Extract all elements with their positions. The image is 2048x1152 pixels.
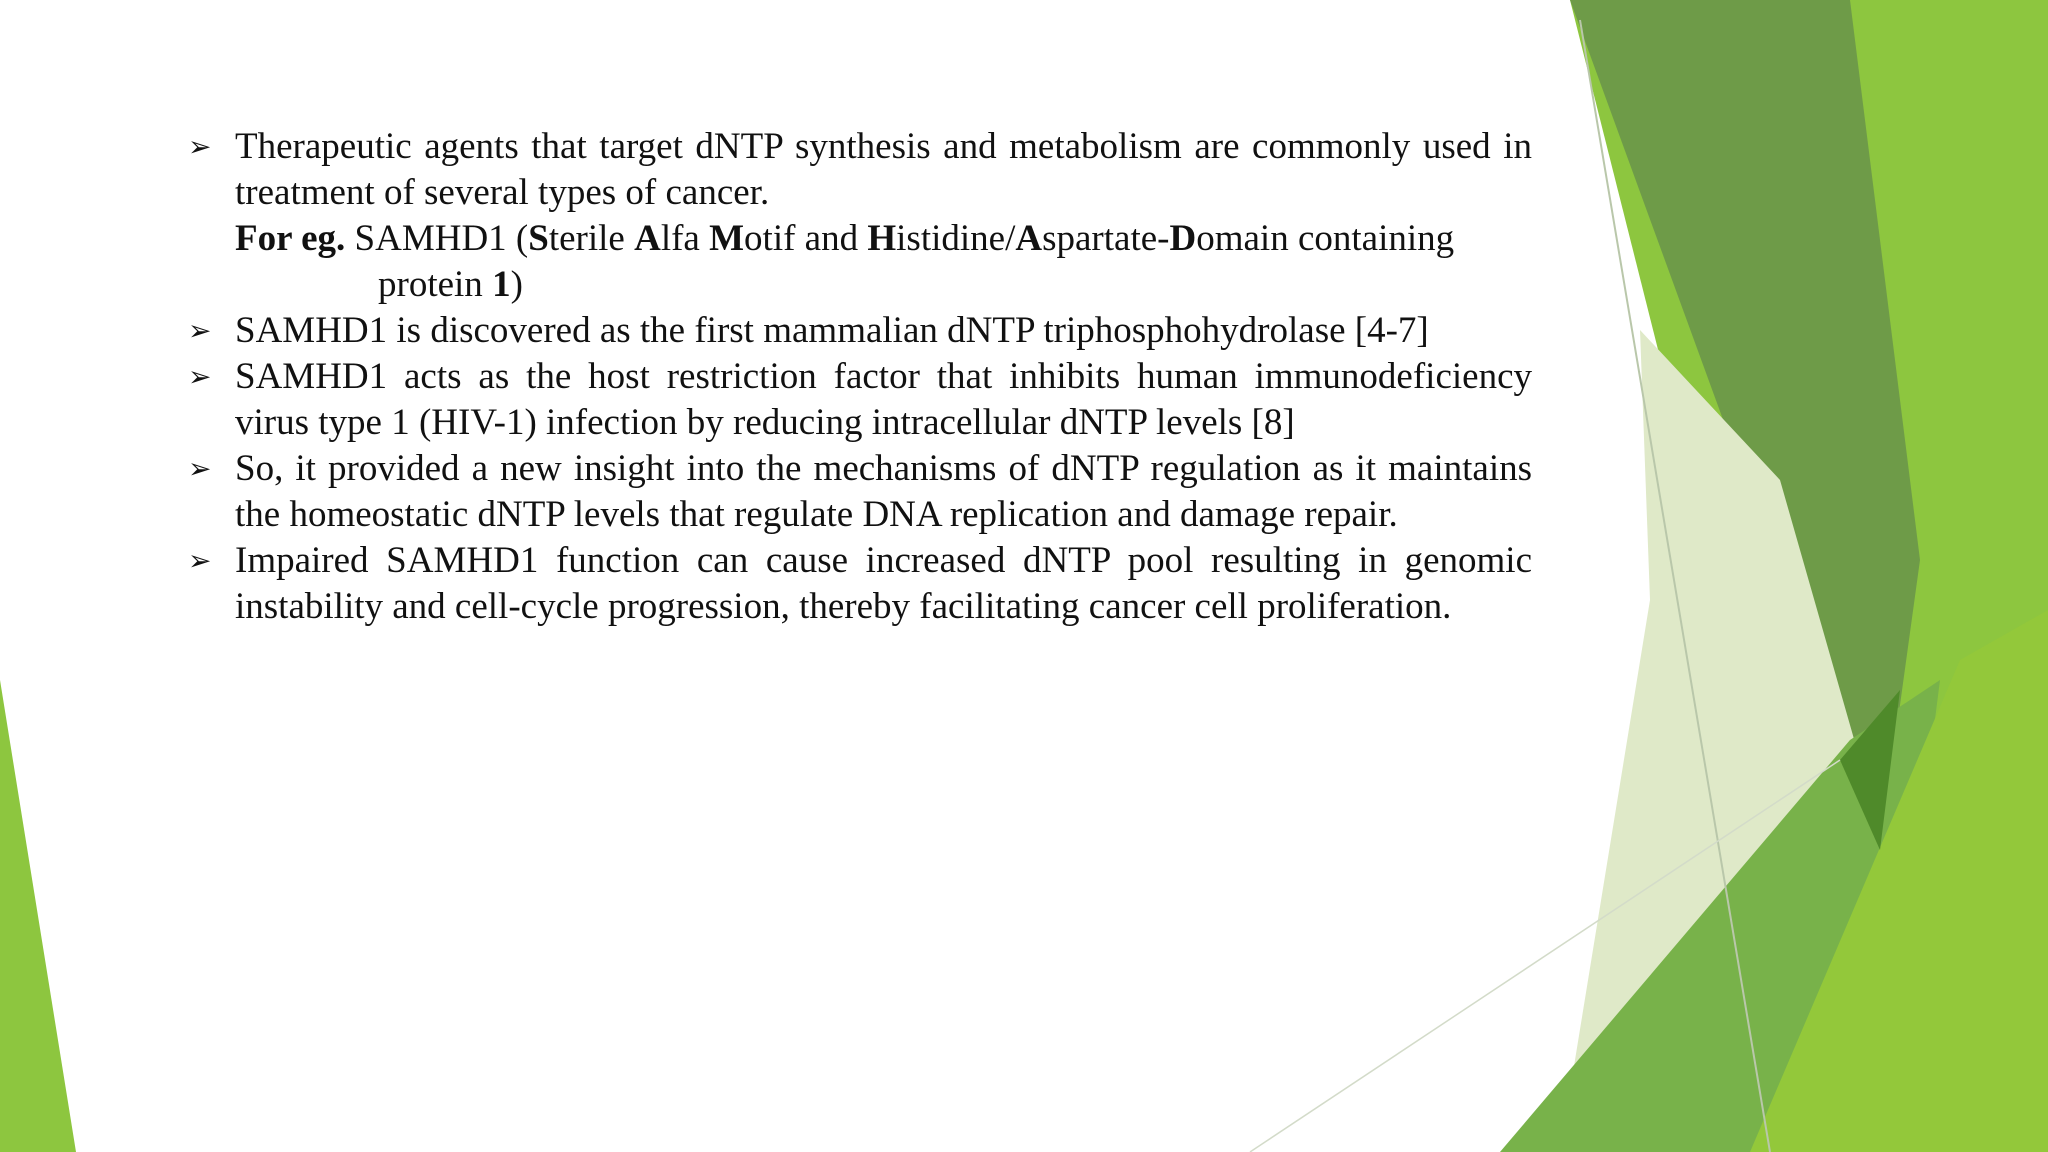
slide-content <box>188 124 1532 630</box>
example-line: For eg. SAMHD1 (Sterile Alfa Motif and Histidine/Aspartate-Domain containing <box>235 218 1455 259</box>
bullet-item <box>188 354 1532 446</box>
bullet-text: SAMHD1 is discovered as the first mammalian dNTP triphosphohydrolase [4-7] <box>235 310 1429 351</box>
example-line-continued: protein 1) <box>378 264 523 305</box>
arrow-bullet-icon: ➢ <box>188 544 212 577</box>
bullet-item <box>188 446 1532 538</box>
bullet-text: So, it provided a new insight into the mechanisms of dNTP regulation as it maintains the homeostatic dNTP levels that regulate DNA replication and damage repair. <box>235 448 1532 535</box>
bullet-text: Therapeutic agents that target dNTP synthesis and metabolism are commonly used in treatment of several types of cancer. <box>235 126 1532 213</box>
bullet-item <box>188 538 1532 630</box>
left-green-sliver <box>0 680 76 1152</box>
bullet-item <box>188 124 1532 216</box>
arrow-bullet-icon: ➢ <box>188 360 212 393</box>
bullet-item <box>188 308 1532 354</box>
arrow-bullet-icon: ➢ <box>188 130 212 163</box>
arrow-bullet-icon: ➢ <box>188 452 212 485</box>
arrow-bullet-icon: ➢ <box>188 314 212 347</box>
example-label: For eg. <box>235 218 346 259</box>
bullet-text: Impaired SAMHD1 function can cause increased dNTP pool resulting in genomic instability and cell-cycle progression, thereby facilitating cancer cell proliferation. <box>235 540 1532 627</box>
bullet-text: SAMHD1 acts as the host restriction factor that inhibits human immunodeficiency virus type 1 (HIV-1) infection by reducing intracellular dNTP levels [8] <box>235 356 1532 443</box>
